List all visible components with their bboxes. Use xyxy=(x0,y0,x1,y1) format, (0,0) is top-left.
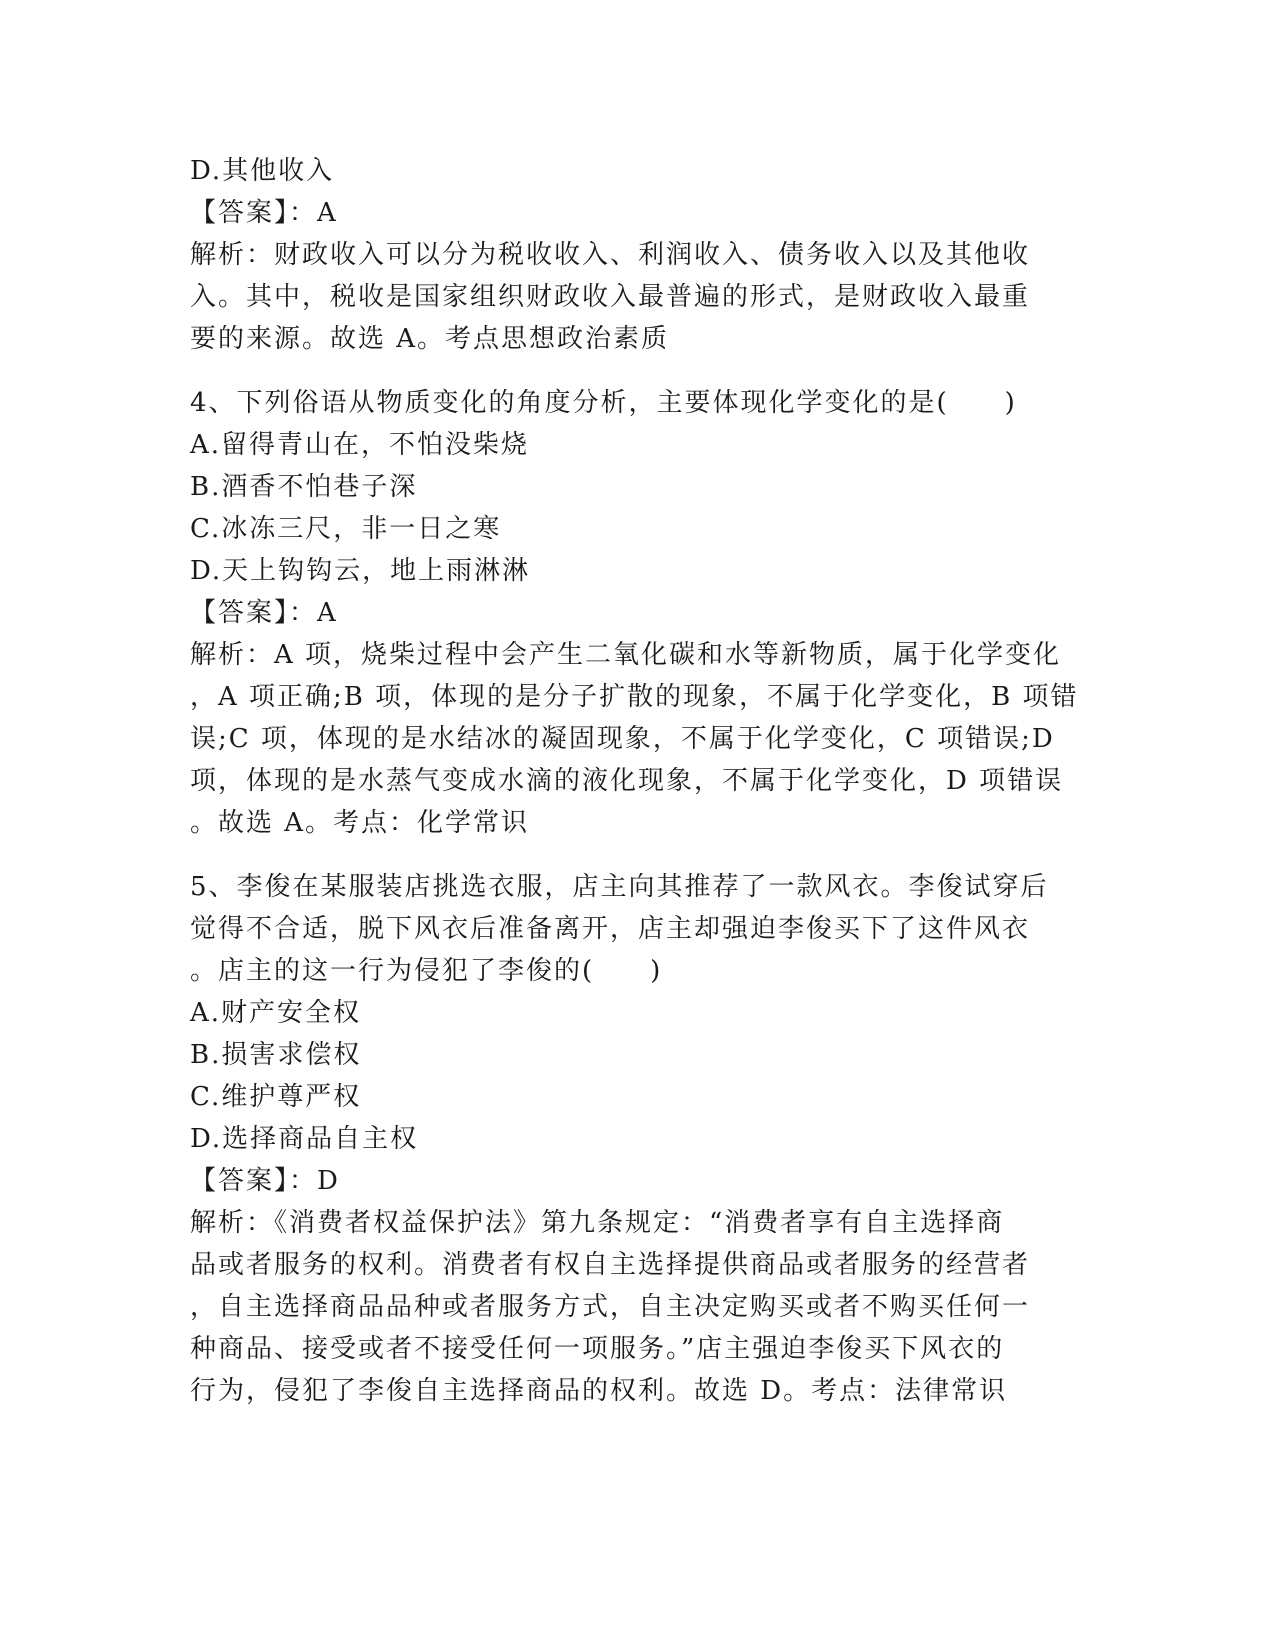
explanation-line: 解析：《消费者权益保护法》第九条规定：“消费者享有自主选择商 xyxy=(190,1208,1005,1238)
explanation-line: 误;C 项，体现的是水结冰的凝固现象，不属于化学变化，C 项错误;D xyxy=(190,724,1055,754)
explanation-line: ，自主选择商品品种或者服务方式，自主决定购买或者不购买任何一 xyxy=(190,1292,1031,1322)
explanation-line: 解析：A 项，烧柴过程中会产生二氧化碳和水等新物质，属于化学变化 xyxy=(190,640,1062,670)
document-page xyxy=(190,150,1090,1412)
question-5 xyxy=(190,866,1090,1412)
explanation-line: 种商品、接受或者不接受任何一项服务。”店主强迫李俊买下风衣的 xyxy=(190,1334,1005,1364)
answer: 【答案】：A xyxy=(190,198,338,228)
explanation-line: ，A 项正确;B 项，体现的是分子扩散的现象，不属于化学变化，B 项错 xyxy=(190,682,1079,712)
explanation-line: 解析：财政收入可以分为税收收入、利润收入、债务收入以及其他收 xyxy=(190,240,1031,270)
option-b: B.酒香不怕巷子深 xyxy=(190,472,418,502)
explanation-line: 项，体现的是水蒸气变成水滴的液化现象，不属于化学变化，D 项错误 xyxy=(190,766,1064,796)
question-text: 4、下列俗语从物质变化的角度分析，主要体现化学变化的是( ) xyxy=(190,388,1017,418)
question-text: 觉得不合适，脱下风衣后准备离开，店主却强迫李俊买下了这件风衣 xyxy=(190,914,1031,944)
explanation-line: 。故选 A。考点：化学常识 xyxy=(190,808,530,838)
option-a: A.留得青山在，不怕没柴烧 xyxy=(190,430,530,460)
question-text: 。店主的这一行为侵犯了李俊的( ) xyxy=(190,956,663,986)
answer: 【答案】：A xyxy=(190,598,338,628)
explanation-line: 要的来源。故选 A。考点思想政治素质 xyxy=(190,324,670,354)
option-b: B.损害求偿权 xyxy=(190,1040,362,1070)
option-c: C.维护尊严权 xyxy=(190,1082,362,1112)
option-a: A.财产安全权 xyxy=(190,998,362,1028)
answer: 【答案】：D xyxy=(190,1166,340,1196)
question-text: 5、李俊在某服装店挑选衣服，店主向其推荐了一款风衣。李俊试穿后 xyxy=(190,872,1049,902)
section-gap xyxy=(190,844,1090,866)
question-4 xyxy=(190,382,1090,844)
section-gap xyxy=(190,360,1090,382)
option-d: D.其他收入 xyxy=(190,156,335,186)
explanation-line: 行为，侵犯了李俊自主选择商品的权利。故选 D。考点：法律常识 xyxy=(190,1376,1008,1406)
option-d: D.天上钩钩云，地上雨淋淋 xyxy=(190,556,531,586)
explanation-line: 品或者服务的权利。消费者有权自主选择提供商品或者服务的经营者 xyxy=(190,1250,1031,1280)
option-c: C.冰冻三尺，非一日之寒 xyxy=(190,514,502,544)
question-3-tail xyxy=(190,150,1090,360)
option-d: D.选择商品自主权 xyxy=(190,1124,419,1154)
explanation-line: 入。其中，税收是国家组织财政收入最普遍的形式，是财政收入最重 xyxy=(190,282,1031,312)
